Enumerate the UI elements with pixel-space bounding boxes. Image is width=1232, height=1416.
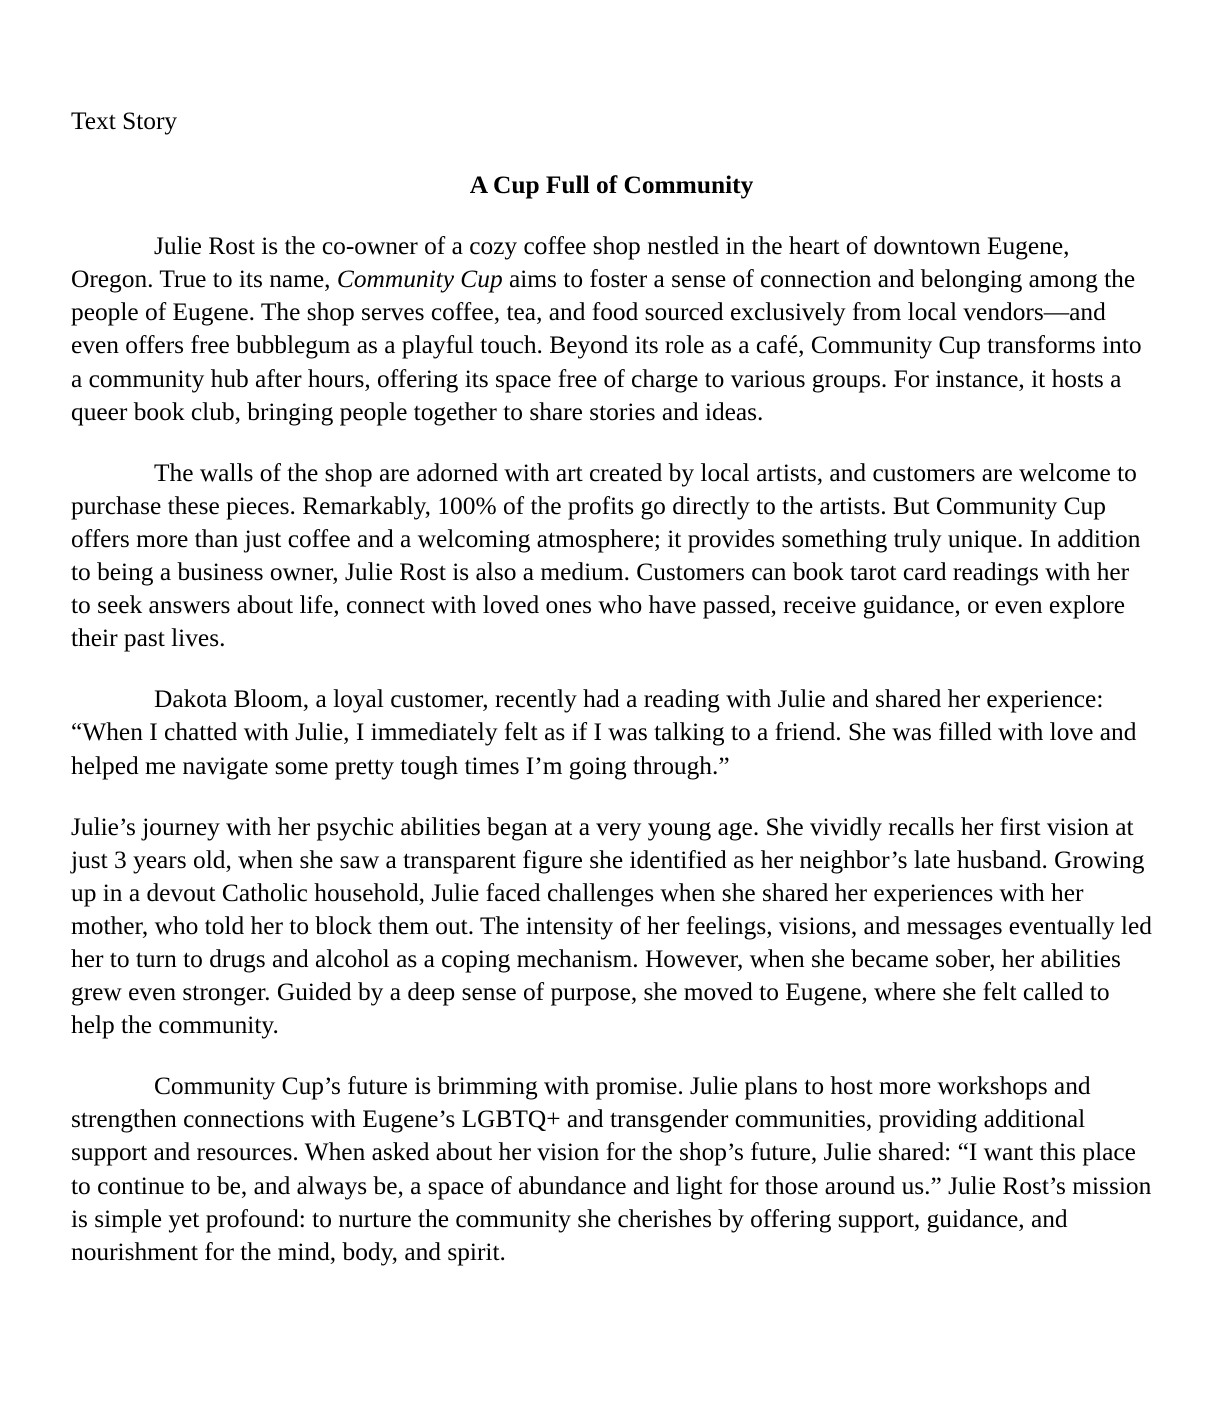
paragraph-3: Dakota Bloom, a loyal customer, recently had a reading with Julie and shared her experience: “When I chatted with Julie, I immediately felt as if I was talking to a friend. She was filled with love and helped me navigate some pretty tough times I’m going through.” bbox=[71, 685, 1137, 780]
document-label: Text Story bbox=[71, 107, 178, 135]
paragraph-1 bbox=[71, 230, 1152, 429]
paragraph-1-text-b: aims to foster a sense of connection and belonging among the people of Eugene. The shop serves coffee, tea, and food sourced exclusively from local vendors—and even offers free bubblegum as a playful touch. Beyond its role as a café, Community Cup transforms into a community hub after hours, offering its space free of charge to various groups. For instance, it hosts a queer book club, bringing people together to share stories and ideas. bbox=[71, 265, 1142, 426]
story-title: A Cup Full of Community bbox=[469, 171, 754, 200]
paragraph-1-text-a: Julie Rost is the co-owner of a cozy coffee shop nestled in the heart of downtown Eugene, Oregon. True to its name, bbox=[71, 232, 1070, 294]
paragraph-4: Julie’s journey with her psychic abilities began at a very young age. She vividly recalls her first vision at just 3 years old, when she saw a transparent figure she identified as her neighbor’s late husband. Growing up in a devout Catholic household, Julie faced challenges when she shared her experiences with her mother, who told her to block them out. The intensity of her feelings, visions, and messages eventually led her to turn to drugs and alcohol as a coping mechanism. However, when she became sober, her abilities grew even stronger. Guided by a deep sense of purpose, she moved to Eugene, where she felt called to help the community. bbox=[71, 812, 1152, 1040]
paragraph-2: The walls of the shop are adorned with art created by local artists, and customers are welcome to purchase these pieces. Remarkably, 100% of the profits go directly to the artists. But Community Cup offers more than just coffee and a welcoming atmosphere; it provides something truly unique. In addition to being a business owner, Julie Rost is also a medium. Customers can book tarot card readings with her to seek answers about life, connect with loved ones who have passed, receive guidance, or even explore their past lives. bbox=[71, 458, 1141, 653]
paragraph-5: Community Cup’s future is brimming with promise. Julie plans to host more workshops and strengthen connections with Eugene’s LGBTQ+ and transgender communities, providing additional support and resources. When asked about her vision for the shop’s future, Julie shared: “I want this place to continue to be, and always be, a space of abundance and light for those around us.” Julie Rost’s mission is simple yet profound: to nurture the community she cherishes by offering support, guidance, and nourishment for the mind, body, and spirit. bbox=[71, 1072, 1152, 1266]
publication-name: Community Cup bbox=[336, 265, 503, 294]
